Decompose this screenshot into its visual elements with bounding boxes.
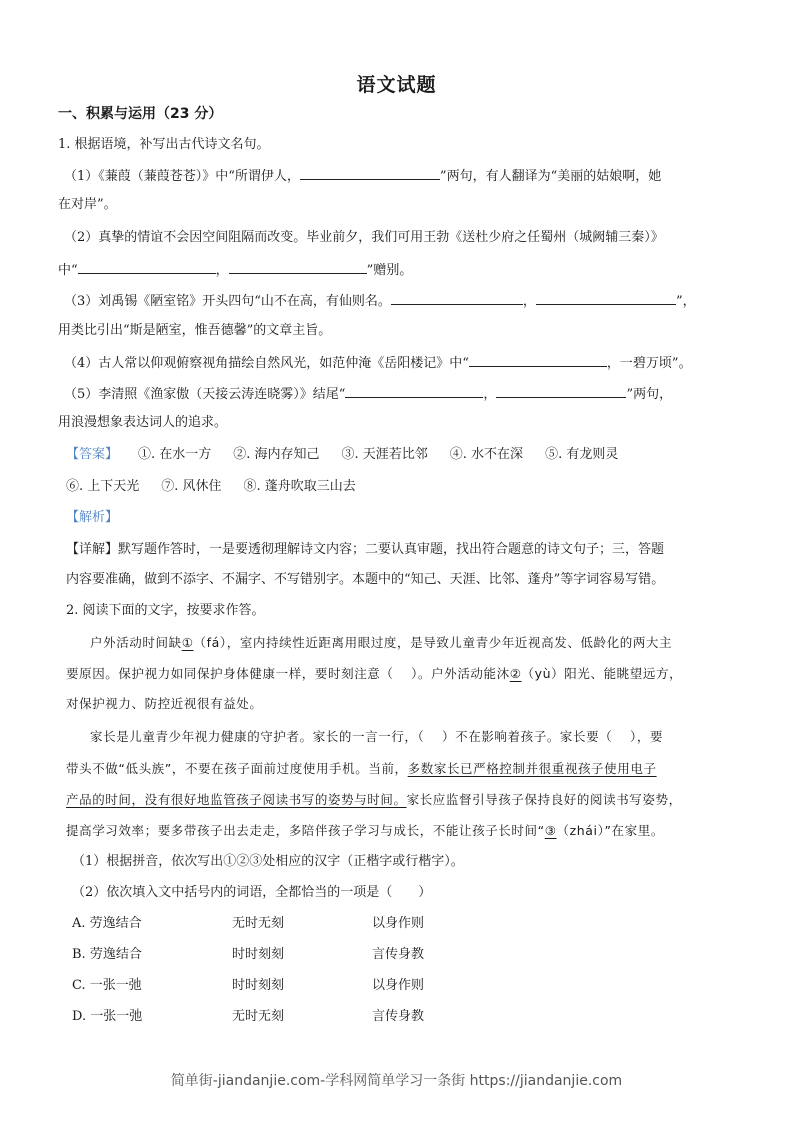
answer-item: ①. 在水一方 <box>138 447 212 462</box>
section-heading: 一、积累与运用（23 分） <box>58 106 223 122</box>
passage-p2-line4 <box>66 822 716 840</box>
passage-p2-line2 <box>66 760 716 778</box>
q1-item4 <box>64 353 714 373</box>
q1-item2-sep: ， <box>215 263 229 278</box>
answer-blank[interactable] <box>78 260 216 274</box>
answer-row-1 <box>66 446 716 464</box>
q1-item5 <box>64 384 714 404</box>
option-word: 言传身教 <box>372 947 425 962</box>
blank-marker-2: ② <box>509 666 522 681</box>
q1-item3-cont: 用类比引出“斯是陋室，惟吾德馨”的文章主旨。 <box>58 323 332 338</box>
option-word: 时时刻刻 <box>232 947 285 962</box>
option-c[interactable] <box>72 977 722 995</box>
option-a[interactable] <box>72 915 722 933</box>
detail-line-2: 内容要准确，做到不添字、不漏字、不写错别字。本题中的“知己、天涯、比邻、蓬舟”等字词容易写错。 <box>66 572 665 587</box>
option-word: 以身作则 <box>372 916 425 931</box>
answer-blank[interactable] <box>229 260 367 274</box>
passage-text: 要原因。保护视力如同保护身体健康一样，要时刻注意（ ）。户外活动能沐 <box>66 666 510 681</box>
q1-item1 <box>64 166 714 186</box>
q2-stem: 2. 阅读下面的文字，按要求作答。 <box>66 603 265 618</box>
q2-sub2: （2）依次填入文中括号内的词语，全都恰当的一项是（ ） <box>72 885 432 900</box>
option-word: 以身作则 <box>372 978 425 993</box>
option-label: A. <box>72 916 86 931</box>
option-word: 劳逸结合 <box>89 916 142 931</box>
q1-item2-line1: （2）真挚的情谊不会因空间阻隔而改变。毕业前夕，我们可用王勃《送杜少府之任蜀州（城阙辅三秦）》 <box>64 230 664 245</box>
passage-text: （zhái）”在家里。 <box>556 823 664 838</box>
q1-item2-pre: 中“ <box>58 263 78 278</box>
answer-row-2 <box>66 478 716 496</box>
answer-label: 【答案】 <box>66 447 119 462</box>
q1-item2-post: ”赠别。 <box>366 263 413 278</box>
answer-item: ⑤. 有龙则灵 <box>545 447 619 462</box>
detail-line-1: 【详解】默写题作答时，一是要透彻理解诗文内容；二要认真审题，找出符合题意的诗文句子；三，答题 <box>66 542 665 557</box>
underlined-sentence: 产品的时间，没有很好地监管孩子阅读书写的姿势与时间。 <box>66 792 407 807</box>
passage-p1-line1 <box>90 634 740 652</box>
option-word: 无时无刻 <box>232 1009 285 1024</box>
answer-item: ⑦. 风休住 <box>161 479 222 494</box>
passage-p2-line1: 家长是儿童青少年视力健康的守护者。家长的一言一行，（ ）不在影响着孩子。家长要（ ），要 <box>90 729 664 744</box>
option-word: 无时无刻 <box>232 916 285 931</box>
answer-blank[interactable] <box>300 166 440 180</box>
q1-item1-text-post: ”两句，有人翻译为“美丽的姑娘啊，她 <box>439 169 662 184</box>
q1-item2-line2 <box>58 260 708 280</box>
option-label: B. <box>72 947 86 962</box>
q1-item4-post: ，一碧万顷”。 <box>606 356 692 371</box>
passage-text: 户外活动时间缺 <box>90 635 182 650</box>
passage-p2-line3 <box>66 791 716 809</box>
q1-item3-sep: ， <box>522 294 536 309</box>
option-label: D. <box>72 1009 87 1024</box>
passage-p1-line3: 对保护视力、防控近视很有益处。 <box>66 696 263 711</box>
answer-item: ④. 水不在深 <box>449 447 524 462</box>
passage-text: （fá），室内持续性近距离用眼过度，是导致儿童青少年近视高发、低龄化的两大主 <box>193 635 673 650</box>
q1-item5-post: ”两句， <box>626 387 673 402</box>
answer-item: ②. 海内存知己 <box>233 447 320 462</box>
analysis-label: 【解析】 <box>66 510 119 525</box>
option-d[interactable] <box>72 1008 722 1026</box>
q1-item1-cont: 在对岸”。 <box>58 197 117 212</box>
option-label: C. <box>72 978 86 993</box>
passage-text: 带头不做“低头族”，不要在孩子面前过度使用手机。当前， <box>66 761 408 776</box>
answer-blank[interactable] <box>536 291 676 305</box>
passage-p1-line2 <box>66 665 716 683</box>
option-word: 劳逸结合 <box>89 947 142 962</box>
q1-item4-pre: （4）古人常以仰观俯察视角描绘自然风光，如范仲淹《岳阳楼记》中“ <box>64 356 469 371</box>
footer-watermark: 简单街-jiandanjie.com-学科网简单学习一条街 https://jiandanjie.com <box>170 1073 623 1089</box>
answer-blank[interactable] <box>496 384 626 398</box>
underlined-sentence: 多数家长已严格控制并很重视孩子使用电子 <box>407 761 657 776</box>
blank-marker-3: ③ <box>544 823 557 838</box>
answer-blank[interactable] <box>391 291 523 305</box>
page-title: 语文试题 <box>356 74 437 96</box>
q1-item5-cont: 用浪漫想象表达词人的追求。 <box>58 415 228 430</box>
blank-marker-1: ① <box>181 635 194 650</box>
answer-blank[interactable] <box>345 384 483 398</box>
q1-item5-sep: ， <box>483 387 497 402</box>
q1-item5-pre: （5）李清照《渔家傲（天接云涛连晓雾）》结尾“ <box>64 387 346 402</box>
q1-item3 <box>64 291 714 311</box>
q1-stem: 1. 根据语境，补写出古代诗文名句。 <box>58 137 270 152</box>
q1-item3-pre: （3）刘禹锡《陋室铭》开头四句“山不在高，有仙则名。 <box>64 294 391 309</box>
option-word: 一张一弛 <box>89 978 142 993</box>
q1-item1-text: （1）《蒹葭（蒹葭苍苍）》中“所谓伊人， <box>64 169 300 184</box>
answer-item: ⑧. 蓬舟吹取三山去 <box>243 479 356 494</box>
answer-blank[interactable] <box>469 353 607 367</box>
q1-item3-post: ”， <box>675 294 696 309</box>
option-word: 言传身教 <box>372 1009 425 1024</box>
option-word: 一张一弛 <box>90 1009 143 1024</box>
answer-item: ③. 天涯若比邻 <box>341 447 428 462</box>
q2-sub1: （1）根据拼音，依次写出①②③处相应的汉字（正楷字或行楷字）。 <box>72 854 464 869</box>
passage-text: 提高学习效率；要多带孩子出去走走，多陪伴孩子学习与成长，不能让孩子长时间“ <box>66 823 545 838</box>
passage-text: （yù）阳光、能眺望远方， <box>521 666 683 681</box>
answer-item: ⑥. 上下天光 <box>66 479 140 494</box>
passage-text: 家长应监督引导孩子保持良好的阅读书写姿势， <box>406 792 682 807</box>
option-b[interactable] <box>72 946 722 964</box>
option-word: 时时刻刻 <box>232 978 285 993</box>
